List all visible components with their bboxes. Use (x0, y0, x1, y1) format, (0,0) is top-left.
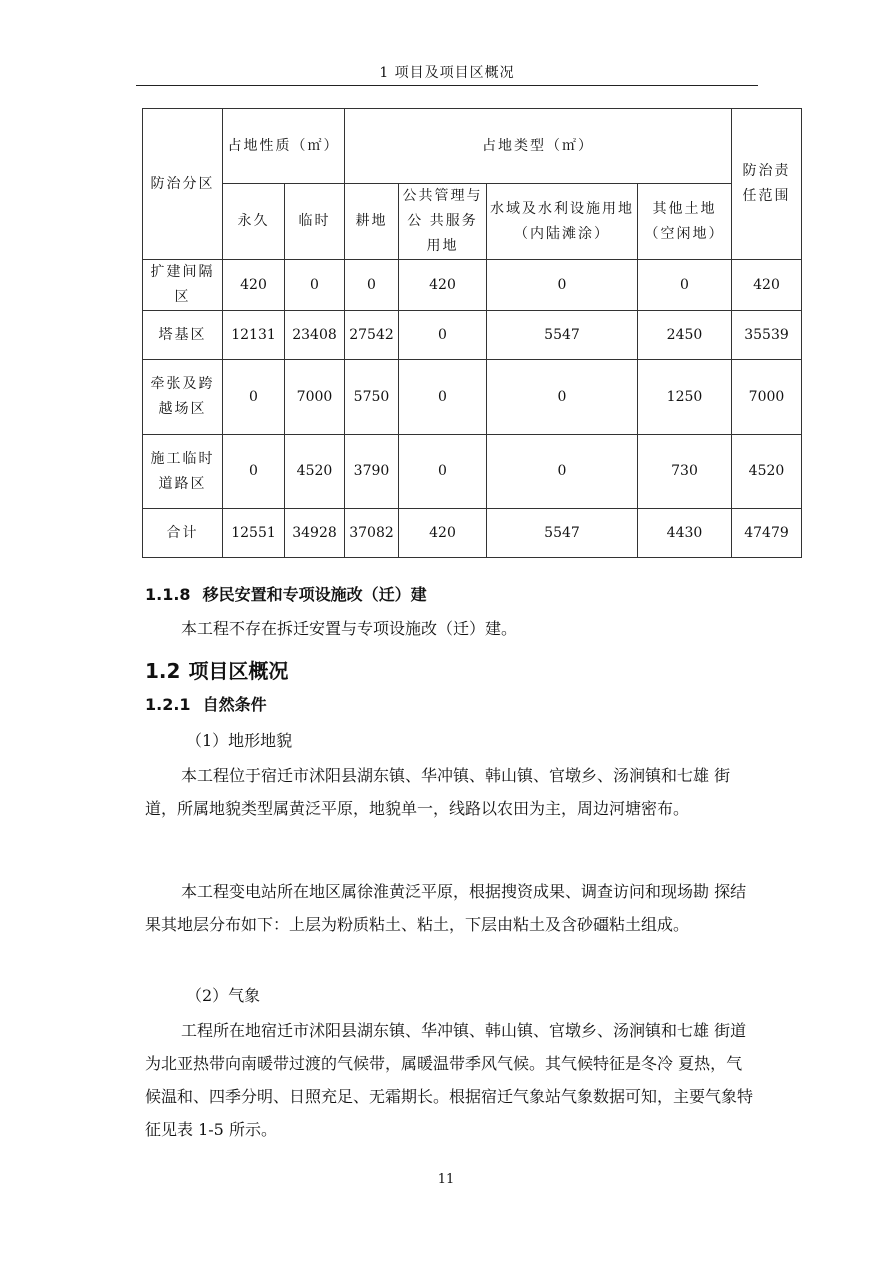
cell-public: 0 (399, 311, 487, 360)
paragraph-geology: 本工程变电站所在地区属徐淮黄泛平原，根据搜资成果、调查访问和现场勘 探结果其地层分布如下：上层为粉质粘土、粘土，下层由粘土及含砂礓粘土组成。 (145, 882, 747, 934)
cell-temporary: 4520 (285, 435, 345, 509)
header-type: 占地类型（㎡） (345, 109, 732, 184)
cell-temporary: 7000 (285, 360, 345, 435)
cell-responsibility: 47479 (732, 509, 802, 558)
cell-zone: 塔基区 (143, 311, 223, 360)
cell-other: 730 (638, 435, 732, 509)
cell-water: 0 (487, 260, 638, 311)
cell-other: 4430 (638, 509, 732, 558)
header-public: 公共管理与公 共服务用地 (399, 184, 487, 260)
running-header: 1 项目及项目区概况 (379, 65, 515, 81)
cell-temporary: 23408 (285, 311, 345, 360)
cell-zone: 合计 (143, 509, 223, 558)
header-farmland: 耕地 (345, 184, 399, 260)
cell-permanent: 0 (223, 360, 285, 435)
cell-responsibility: 420 (732, 260, 802, 311)
page-number: 11 (437, 1172, 455, 1187)
cell-farmland: 27542 (345, 311, 399, 360)
cell-public: 420 (399, 509, 487, 558)
cell-other: 0 (638, 260, 732, 311)
cell-farmland: 5750 (345, 360, 399, 435)
header-nature: 占地性质（㎡） (223, 109, 345, 184)
section-title: 项目区概况 (188, 659, 289, 683)
cell-public: 0 (399, 360, 487, 435)
subheading-terrain: （1）地形地貌 (186, 731, 293, 750)
header-other: 其他土地（空闲地） (638, 184, 732, 260)
paragraph-climate: 工程所在地宿迁市沭阳县湖东镇、华冲镇、韩山镇、官墩乡、汤涧镇和七雄 街道为北亚热带向南暖带过渡的气候带，属暖温带季风气候。其气候特征是冬冷 夏热，气候温和、四季分明、日照充足、无霜期长。根据宿迁气象站气象数据可知，主要气象特征见表 1-5 所示。 (145, 1021, 754, 1139)
section-heading-1-1-8 (145, 582, 427, 605)
cell-zone: 施工临时道路区 (143, 435, 223, 509)
cell-water: 5547 (487, 311, 638, 360)
table-row-total (143, 509, 802, 558)
section-title: 移民安置和专项设施改（迁）建 (202, 585, 427, 604)
cell-farmland: 37082 (345, 509, 399, 558)
section-heading-1-2-1 (145, 692, 267, 715)
subheading-climate: （2）气象 (186, 986, 261, 1005)
cell-water: 0 (487, 435, 638, 509)
section-number: 1.2 (145, 659, 181, 683)
header-zone: 防治分区 (143, 109, 223, 260)
cell-temporary: 0 (285, 260, 345, 311)
cell-farmland: 3790 (345, 435, 399, 509)
section-number: 1.2.1 (145, 695, 191, 714)
section-title: 自然条件 (202, 695, 267, 714)
header-water: 水域及水利设施用地（内陆滩涂） (487, 184, 638, 260)
section-number: 1.1.8 (145, 585, 191, 604)
cell-permanent: 12131 (223, 311, 285, 360)
paragraph-terrain: 本工程位于宿迁市沭阳县湖东镇、华冲镇、韩山镇、官墩乡、汤涧镇和七雄 街道，所属地貌类型属黄泛平原，地貌单一，线路以农田为主，周边河塘密布。 (145, 766, 731, 818)
cell-zone: 牵张及跨越场区 (143, 360, 223, 435)
cell-temporary: 34928 (285, 509, 345, 558)
cell-responsibility: 35539 (732, 311, 802, 360)
header-responsibility: 防治责任范围 (732, 109, 802, 260)
cell-permanent: 0 (223, 435, 285, 509)
table-row (143, 260, 802, 311)
cell-public: 420 (399, 260, 487, 311)
cell-zone: 扩建间隔区 (143, 260, 223, 311)
cell-farmland: 0 (345, 260, 399, 311)
cell-responsibility: 7000 (732, 360, 802, 435)
cell-other: 1250 (638, 360, 732, 435)
paragraph-resettlement: 本工程不存在拆迁安置与专项设施改（迁）建。 (181, 619, 518, 638)
header-temporary: 临时 (285, 184, 345, 260)
table-row (143, 311, 802, 360)
header-permanent: 永久 (223, 184, 285, 260)
cell-water: 5547 (487, 509, 638, 558)
cell-responsibility: 4520 (732, 435, 802, 509)
header-rule (136, 85, 758, 86)
section-heading-1-2 (145, 655, 288, 684)
cell-public: 0 (399, 435, 487, 509)
cell-other: 2450 (638, 311, 732, 360)
table-row (143, 360, 802, 435)
table-row (143, 435, 802, 509)
land-occupation-table (142, 108, 802, 558)
cell-water: 0 (487, 360, 638, 435)
cell-permanent: 420 (223, 260, 285, 311)
cell-permanent: 12551 (223, 509, 285, 558)
